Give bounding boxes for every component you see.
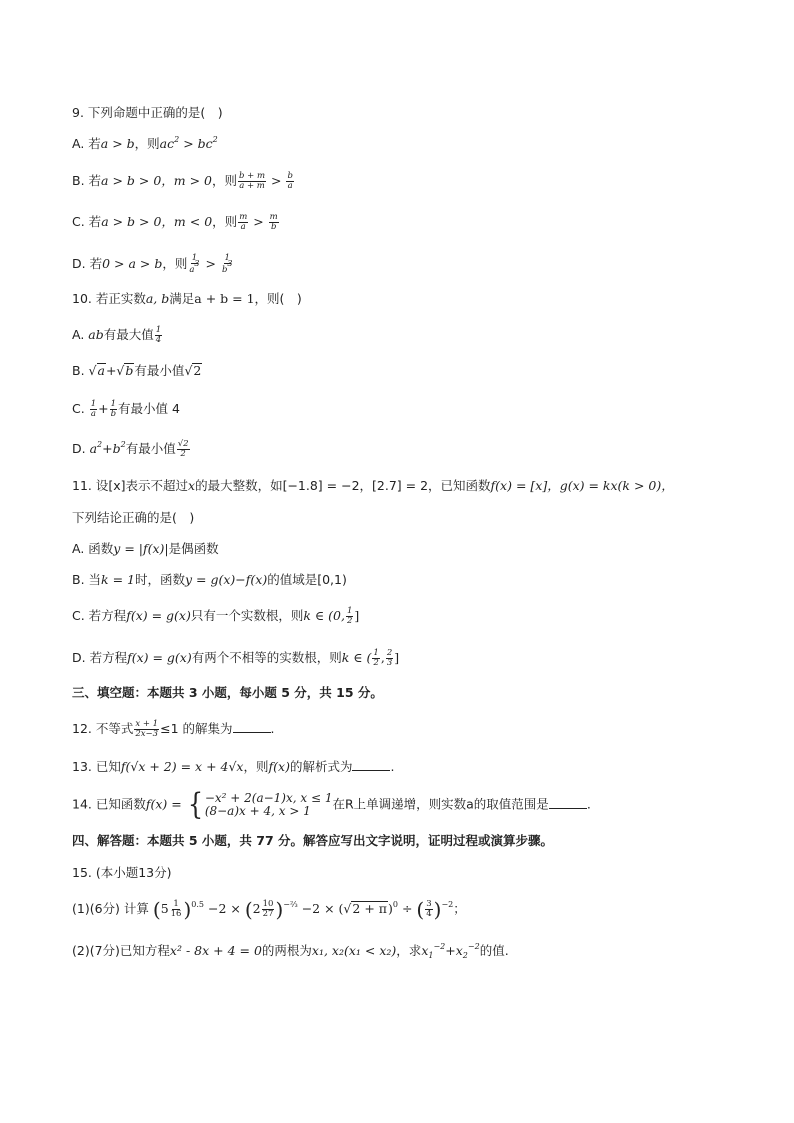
section-3-heading: 三、填空题：本题共 3 小题，每小题 5 分，共 15 分。 xyxy=(72,685,383,700)
q11-option-b: B. 当k = 1时，函数y = g(x)−f(x)的值域是[0,1) xyxy=(72,572,347,587)
q9-option-d: D. 若0 > a > b，则 $\frac{1}{a^3}$ > $\frac{1}{b^3}$ xyxy=(72,253,233,275)
q15-title: 15. (本小题13分) xyxy=(72,865,172,880)
q15-part1: (1)(6分) 计算 (5 $\frac{1}{16}$ )$^{0.5}$ −2 × (2 $\frac{10}{27}$ )$^{-\frac{2}{3}} -2 \times (√2 + \pi)^0$ ÷ ( $\frac{3}{4}$ )$^{-2}$； xyxy=(72,897,466,922)
q10-option-b: B. √a+√b有最小值√2 xyxy=(72,363,202,378)
q9-option-b: B. 若a > b > 0，m > 0，则 $\frac{b + m}{a + m}$ > $\frac{b}{a}$ xyxy=(72,171,293,191)
q9-stem: 9. 下列命题中正确的是( ) xyxy=(72,105,223,120)
q10-option-a: A. ab有最大值 $\frac{1}{4}$ xyxy=(72,325,162,345)
q12: 12. 不等式 $\frac{x + 1}{2x-3}$ ≤1 的解集为 . xyxy=(72,719,275,739)
q13: 13. 已知f(√x + 2) = x + 4√x，则f(x)的解析式为 . xyxy=(72,759,395,774)
q12-answer-blank[interactable] xyxy=(233,720,271,733)
q9-option-c: C. 若a > b > 0，m < 0，则 $\frac{m}{a}$ > $\frac{m}{b}$ xyxy=(72,212,278,232)
q11-stem-line2: 下列结论正确的是( ) xyxy=(72,510,195,525)
q14: 14. 已知函数f(x) = { −x² + 2(a−1)x, x ≤ 1 (8−a)x + 4, x > 1 在R上单调递增，则实数a的取值范围是 . xyxy=(72,787,591,822)
q11-option-c: C. 若方程f(x) = g(x)只有一个实数根，则k ∈ (0, $\frac{1}{2}$ ] xyxy=(72,606,360,626)
q10-option-c: C. $\frac{1}{a}$ + $\frac{1}{b}$ 有最小值 4 xyxy=(72,399,180,419)
q15-part2: (2)(7分)已知方程x² - 8x + 4 = 0的两根为x₁, x₂(x₁ < x₂)，求$x_1^{-2}+x_2^{-2}$的值. xyxy=(72,942,509,960)
q13-answer-blank[interactable] xyxy=(352,758,390,771)
q11-stem-line1: 11. 设[x]表示不超过x的最大整数，如[−1.8] = −2，[2.7] = 2，已知函数f(x) = [x]，g(x) = kx(k > 0)， xyxy=(72,478,674,493)
q14-answer-blank[interactable] xyxy=(549,796,587,809)
q11-option-d: D. 若方程f(x) = g(x)有两个不相等的实数根，则k ∈ ( $\frac{1}{2}$ , $\frac{2}{3}$ ] xyxy=(72,648,400,668)
q11-option-a: A. 函数y = |f(x)|是偶函数 xyxy=(72,541,219,556)
q10-option-d: D. $a^2+b^2$有最小值 $\frac{√2}{2}$ xyxy=(72,439,189,459)
q9-option-a: A. 若a > b，则$ac^2 > bc^2$ xyxy=(72,135,218,151)
q10-stem: 10. 若正实数a, b满足a + b = 1，则( ) xyxy=(72,291,302,306)
section-4-heading: 四、解答题：本题共 5 小题，共 77 分。解答应写出文字说明，证明过程或演算步骤。 xyxy=(72,833,554,848)
